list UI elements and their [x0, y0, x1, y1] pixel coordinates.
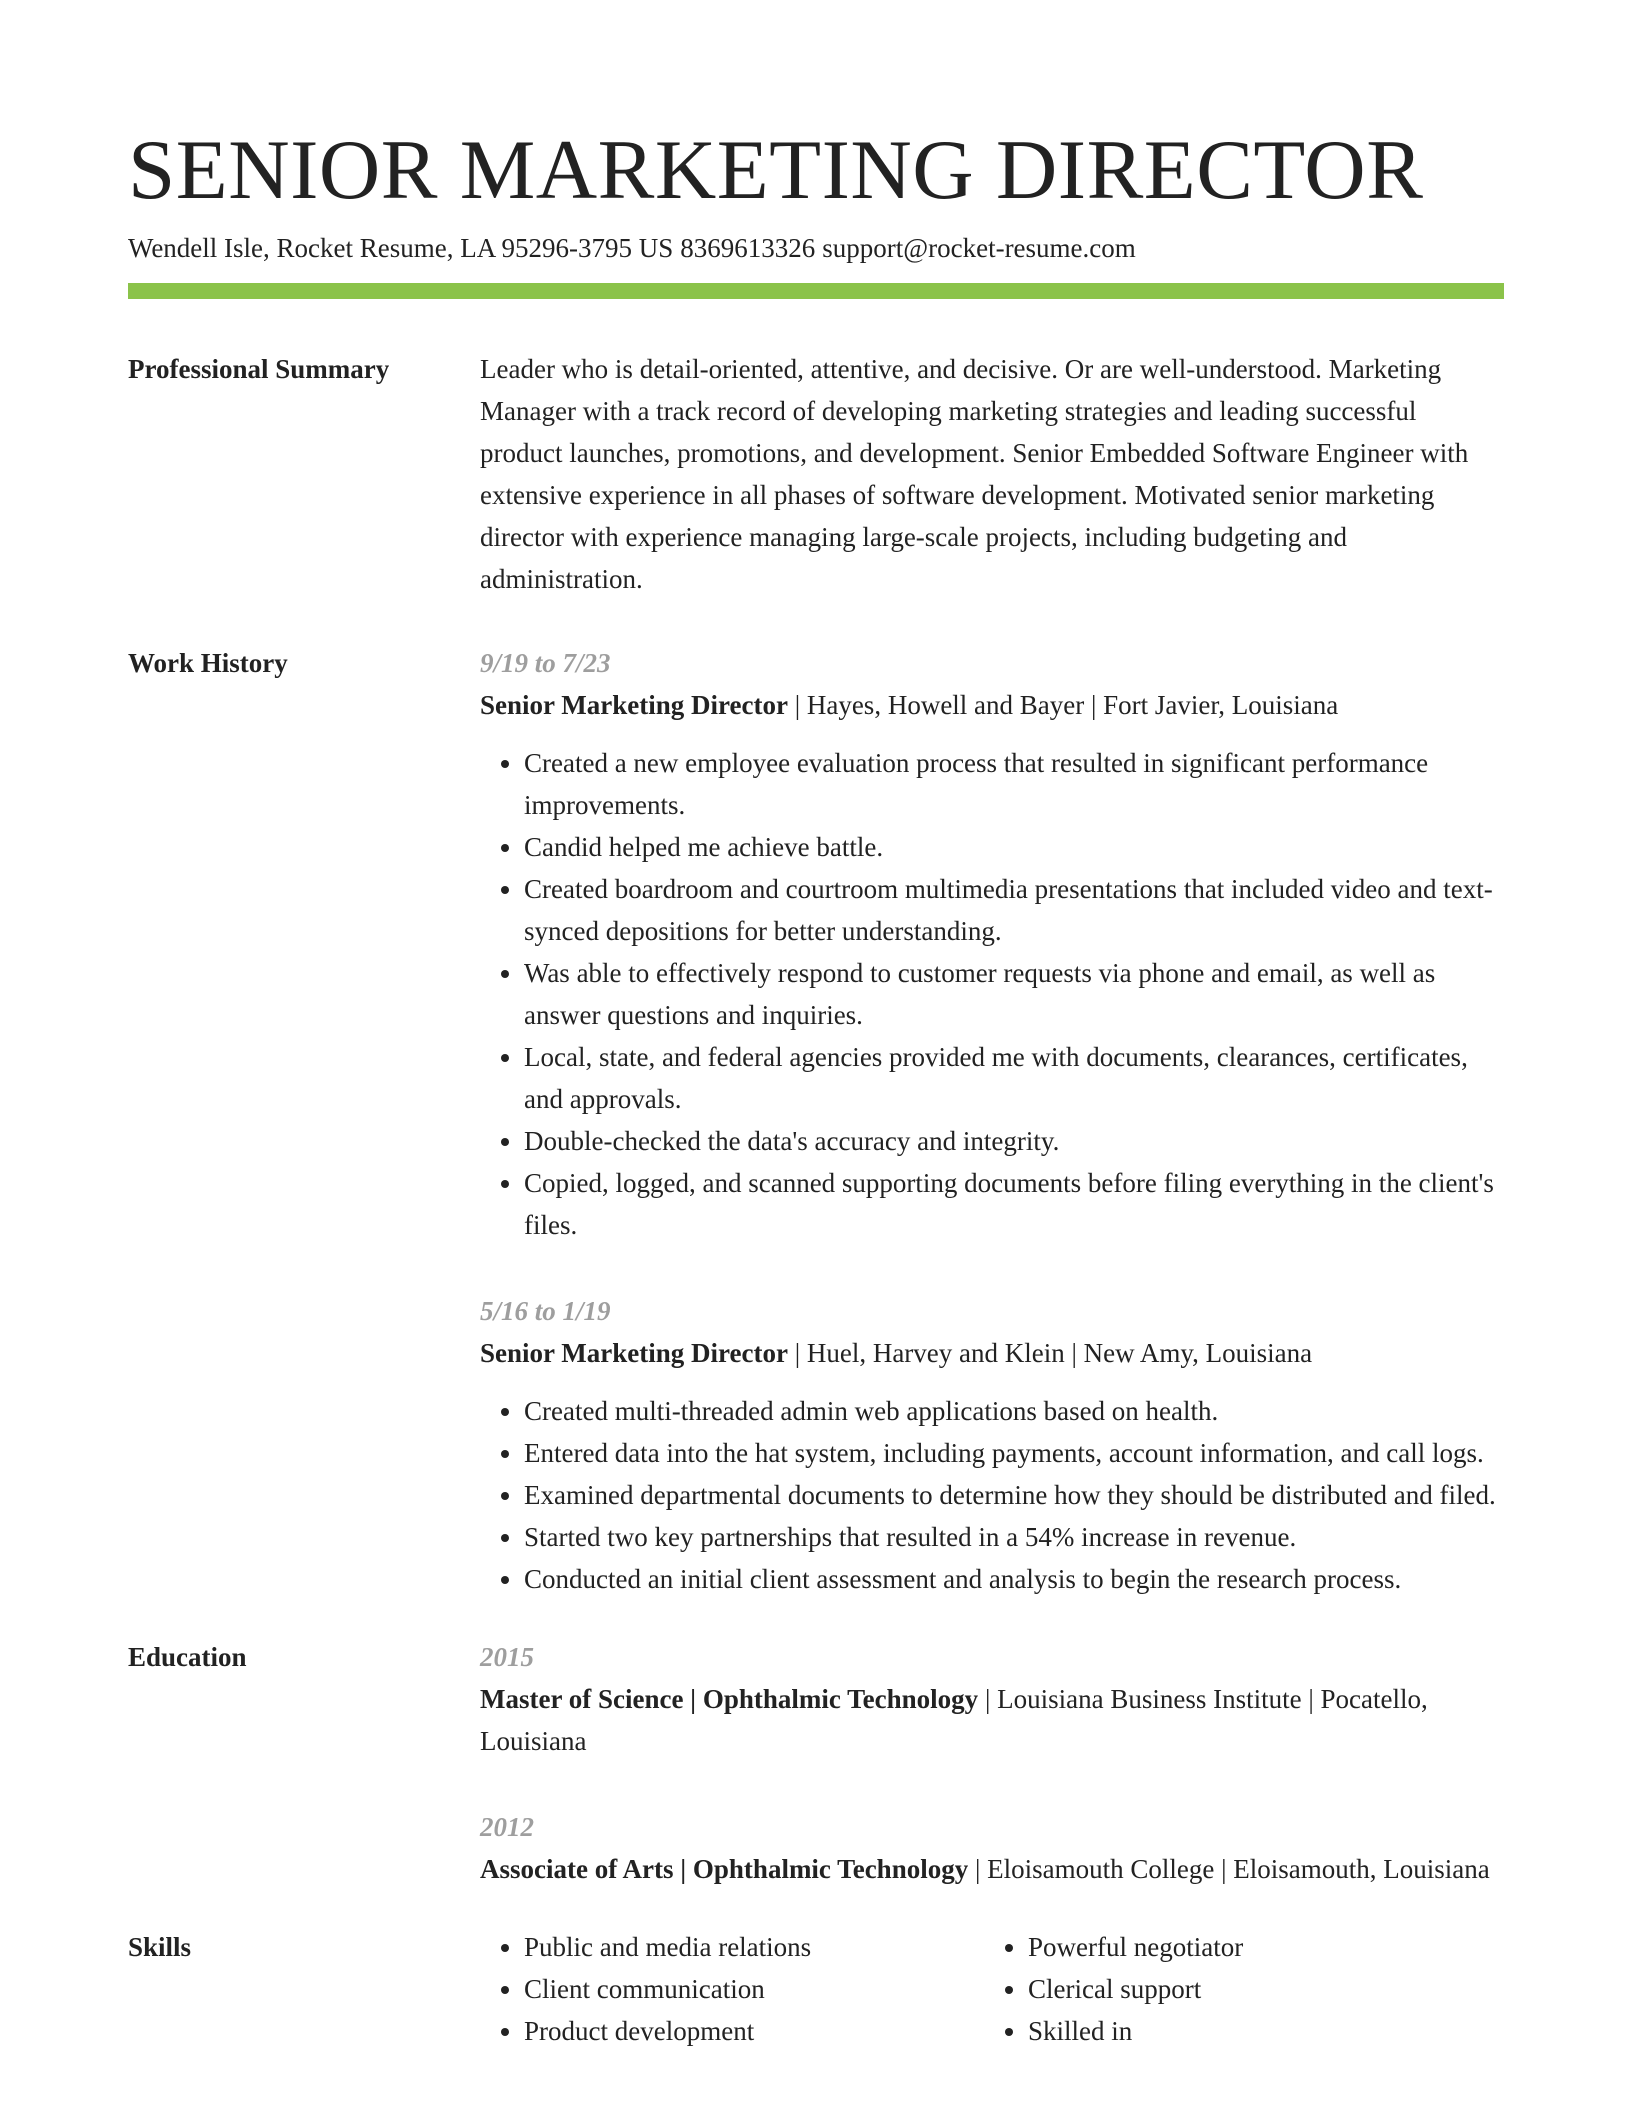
- skills-body: [480, 1926, 1504, 2052]
- education-details: | Louisiana Business Institute | Pocatello, Louisiana: [480, 1684, 1428, 1756]
- education-entry: [480, 1806, 1504, 1890]
- education-details: | Eloisamouth College | Eloisamouth, Louisiana: [968, 1854, 1490, 1884]
- work-history-body: [480, 642, 1504, 1600]
- education-section: [128, 1636, 1504, 1890]
- contact-line: [128, 228, 1504, 268]
- job-role-line: [480, 684, 1504, 726]
- job-dates: 9/19 to 7/23: [480, 648, 611, 678]
- job-entry: [480, 1290, 1504, 1600]
- contact-address: Wendell Isle, Rocket Resume, LA 95296-3795 US: [128, 233, 674, 263]
- job-details: | Hayes, Howell and Bayer | Fort Javier, Louisiana: [787, 690, 1339, 720]
- resume-title: SENIOR MARKETING DIRECTOR: [128, 123, 1424, 217]
- education-degree: Associate of Arts | Ophthalmic Technology: [480, 1854, 969, 1884]
- work-history-section: [128, 642, 1504, 1600]
- skill-item: • Client communication: [524, 1968, 984, 2010]
- summary-text: Leader who is detail-oriented, attentive, and decisive. Or are well-understood. Marketing Manager with a track record of developing marketing strategies and leading successful product launches, promotions, and development. Senior Embedded Software Engineer with extensive experience in all phases of software development. Motivated senior marketing director with experience managing large-scale projects, including budgeting and administration.: [480, 354, 1469, 594]
- list-item: • Created boardroom and courtroom multimedia presentations that included video and text-synced depositions for better understanding.: [524, 868, 1504, 952]
- list-item: • Entered data into the hat system, including payments, account information, and call logs.: [524, 1432, 1504, 1474]
- contact-phone: 8369613326: [680, 233, 816, 263]
- contact-email: support@rocket-resume.com: [822, 233, 1136, 263]
- job-role-line: [480, 1332, 1504, 1374]
- section-label-skills: Skills: [128, 1932, 192, 1962]
- list-item: • Local, state, and federal agencies provided me with documents, clearances, certificates, and approvals.: [524, 1036, 1504, 1120]
- education-year: 2015: [480, 1642, 534, 1672]
- job-bullets: [480, 1390, 1504, 1600]
- education-body: [480, 1636, 1504, 1890]
- summary-section: [128, 348, 1504, 600]
- list-item: • Conducted an initial client assessment and analysis to begin the research process.: [524, 1558, 1504, 1600]
- education-line: [480, 1678, 1504, 1762]
- list-item: • Copied, logged, and scanned supporting documents before filing everything in the client's files.: [524, 1162, 1504, 1246]
- list-item: • Created multi-threaded admin web applications based on health.: [524, 1390, 1504, 1432]
- education-year: 2012: [480, 1812, 534, 1842]
- skills-column-1: [480, 1926, 984, 2052]
- skill-item: • Skilled in: [1028, 2010, 1488, 2052]
- skill-item: • Powerful negotiator: [1028, 1926, 1488, 1968]
- section-label-summary: Professional Summary: [128, 354, 390, 384]
- header-divider: [128, 283, 1504, 299]
- job-entry: [480, 642, 1504, 1246]
- resume-page: [128, 120, 1504, 2052]
- skill-item: • Product development: [524, 2010, 984, 2052]
- skills-section: [128, 1926, 1504, 2052]
- section-label-education: Education: [128, 1642, 247, 1672]
- list-item: • Double-checked the data's accuracy and integrity.: [524, 1120, 1504, 1162]
- job-details: | Huel, Harvey and Klein | New Amy, Louisiana: [787, 1338, 1313, 1368]
- job-title: Senior Marketing Director: [480, 690, 788, 720]
- job-title: Senior Marketing Director: [480, 1338, 788, 1368]
- education-degree: Master of Science | Ophthalmic Technology: [480, 1684, 979, 1714]
- list-item: • Examined departmental documents to determine how they should be distributed and filed.: [524, 1474, 1504, 1516]
- list-item: • Was able to effectively respond to customer requests via phone and email, as well as answer questions and inquiries.: [524, 952, 1504, 1036]
- skill-item: • Clerical support: [1028, 1968, 1488, 2010]
- job-dates: 5/16 to 1/19: [480, 1296, 611, 1326]
- section-label-work-history: Work History: [128, 648, 288, 678]
- education-entry: [480, 1636, 1504, 1762]
- job-bullets: [480, 742, 1504, 1246]
- list-item: • Started two key partnerships that resulted in a 54% increase in revenue.: [524, 1516, 1504, 1558]
- list-item: • Candid helped me achieve battle.: [524, 826, 1504, 868]
- skills-columns: [480, 1926, 1504, 2052]
- skills-column-2: [984, 1926, 1488, 2052]
- skill-item: • Public and media relations: [524, 1926, 984, 1968]
- list-item: • Created a new employee evaluation process that resulted in significant performance improvements.: [524, 742, 1504, 826]
- education-line: [480, 1848, 1504, 1890]
